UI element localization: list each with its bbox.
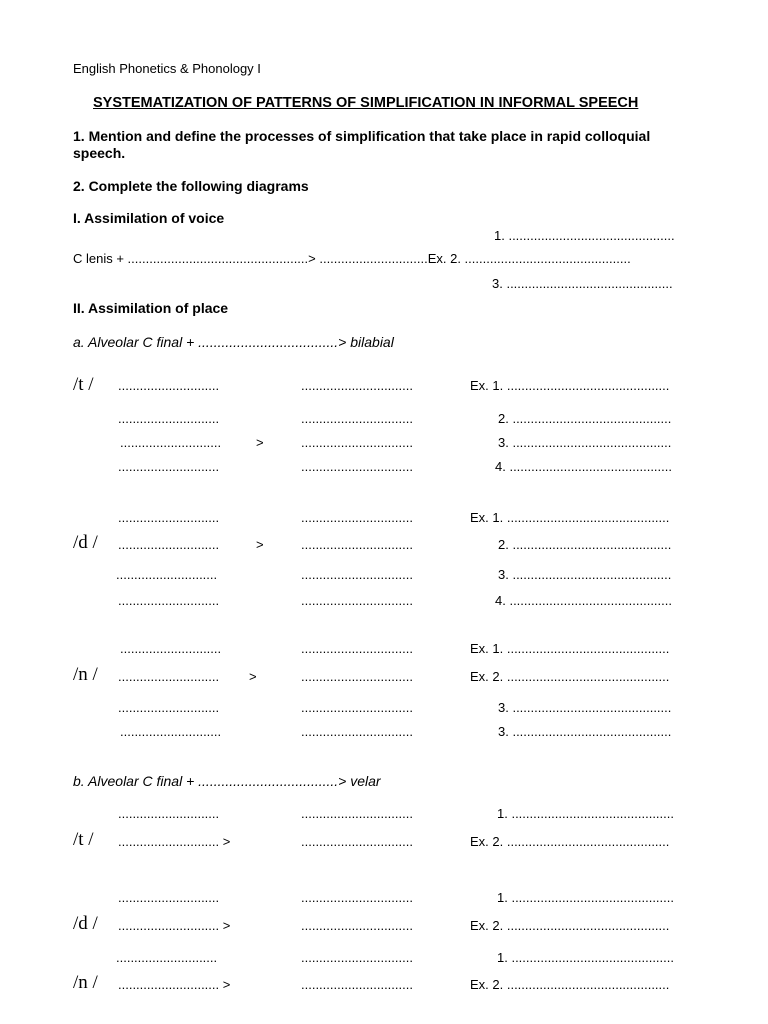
blank-field[interactable]: ............................	[118, 510, 220, 525]
example-3-field[interactable]: 3. ............................................	[498, 435, 672, 450]
blank-field[interactable]: ............................	[118, 378, 220, 393]
blank-field[interactable]: ............................	[118, 700, 220, 715]
blank-field[interactable]: ............................	[116, 567, 218, 582]
voice-rule-line[interactable]: C lenis + ..................................................> ..............................Ex. 2. ..............................................	[73, 251, 631, 266]
example-2-field[interactable]: Ex. 2. .............................................	[470, 834, 670, 849]
blank-field[interactable]: ...............................	[301, 918, 413, 933]
phoneme-n-b: /n /	[73, 972, 98, 993]
blank-field[interactable]: ...............................	[301, 459, 413, 474]
example-1-field[interactable]: Ex. 1. .............................................	[470, 378, 670, 393]
example-2-field[interactable]: 2. ............................................	[498, 537, 672, 552]
example-2-field[interactable]: 2. ............................................	[498, 411, 672, 426]
example-2-field[interactable]: Ex. 2. .............................................	[470, 977, 670, 992]
blank-field[interactable]: ............................	[118, 669, 220, 684]
blank-field[interactable]: ............................	[118, 459, 220, 474]
blank-field[interactable]: ............................	[118, 593, 220, 608]
blank-field[interactable]: ...............................	[301, 378, 413, 393]
blank-field[interactable]: ...............................	[301, 641, 413, 656]
section-1-heading: I. Assimilation of voice	[73, 210, 225, 226]
voice-example-3[interactable]: 3. ..............................................	[492, 276, 673, 291]
blank-field[interactable]: ...............................	[301, 669, 413, 684]
course-header: English Phonetics & Phonology I	[73, 61, 261, 76]
example-4-field[interactable]: 3. ............................................	[498, 724, 672, 739]
question-1-line-1: 1. Mention and define the processes of simplification that take place in rapid colloquial	[73, 128, 651, 144]
blank-field[interactable]: ............................ >	[118, 977, 231, 992]
phoneme-d-b: /d /	[73, 913, 98, 934]
example-1-field[interactable]: 1. .............................................	[497, 806, 674, 821]
blank-field[interactable]: ...............................	[301, 724, 413, 739]
example-1-field[interactable]: Ex. 1. .............................................	[470, 641, 670, 656]
blank-field[interactable]: ...............................	[301, 700, 413, 715]
blank-field[interactable]: ............................	[116, 950, 218, 965]
section-2-heading: II. Assimilation of place	[73, 300, 229, 316]
rule-b-velar: b. Alveolar C final + ....................................> velar	[73, 773, 381, 789]
phoneme-t-b: /t /	[73, 829, 94, 850]
example-1-field[interactable]: 1. .............................................	[497, 890, 674, 905]
example-3-field[interactable]: 3. ............................................	[498, 700, 672, 715]
question-2: 2. Complete the following diagrams	[73, 178, 309, 194]
blank-field[interactable]: ...............................	[301, 806, 413, 821]
blank-field[interactable]: ...............................	[301, 977, 413, 992]
blank-field[interactable]: ...............................	[301, 510, 413, 525]
blank-field[interactable]: ............................ >	[118, 918, 231, 933]
phoneme-d-a: /d /	[73, 532, 98, 553]
arrow-symbol: >	[256, 435, 264, 450]
page-title: SYSTEMATIZATION OF PATTERNS OF SIMPLIFICATION IN INFORMAL SPEECH	[93, 95, 639, 111]
blank-field[interactable]: ............................	[118, 411, 220, 426]
phoneme-n-a: /n /	[73, 664, 98, 685]
voice-example-1[interactable]: 1. ..............................................	[494, 228, 675, 243]
blank-field[interactable]: ...............................	[301, 834, 413, 849]
blank-field[interactable]: ...............................	[301, 950, 413, 965]
blank-field[interactable]: ...............................	[301, 435, 413, 450]
example-4-field[interactable]: 4. .............................................	[495, 459, 672, 474]
blank-field[interactable]: ............................	[118, 890, 220, 905]
example-3-field[interactable]: 3. ............................................	[498, 567, 672, 582]
arrow-symbol: >	[249, 669, 257, 684]
blank-field[interactable]: ...............................	[301, 411, 413, 426]
example-1-field[interactable]: 1. .............................................	[497, 950, 674, 965]
blank-field[interactable]: ............................	[120, 641, 222, 656]
blank-field[interactable]: ............................	[120, 435, 222, 450]
blank-field[interactable]: ............................	[118, 806, 220, 821]
rule-a-bilabial: a. Alveolar C final + ....................................> bilabial	[73, 334, 394, 350]
example-2-field[interactable]: Ex. 2. .............................................	[470, 669, 670, 684]
blank-field[interactable]: ...............................	[301, 537, 413, 552]
blank-field[interactable]: ............................	[120, 724, 222, 739]
blank-field[interactable]: ...............................	[301, 567, 413, 582]
example-4-field[interactable]: 4. .............................................	[495, 593, 672, 608]
example-1-field[interactable]: Ex. 1. .............................................	[470, 510, 670, 525]
blank-field[interactable]: ...............................	[301, 593, 413, 608]
blank-field[interactable]: ............................	[118, 537, 220, 552]
example-2-field[interactable]: Ex. 2. .............................................	[470, 918, 670, 933]
phoneme-t-a: /t /	[73, 374, 94, 395]
arrow-symbol: >	[256, 537, 264, 552]
question-1-line-2: speech.	[73, 145, 126, 161]
blank-field[interactable]: ............................ >	[118, 834, 231, 849]
blank-field[interactable]: ...............................	[301, 890, 413, 905]
